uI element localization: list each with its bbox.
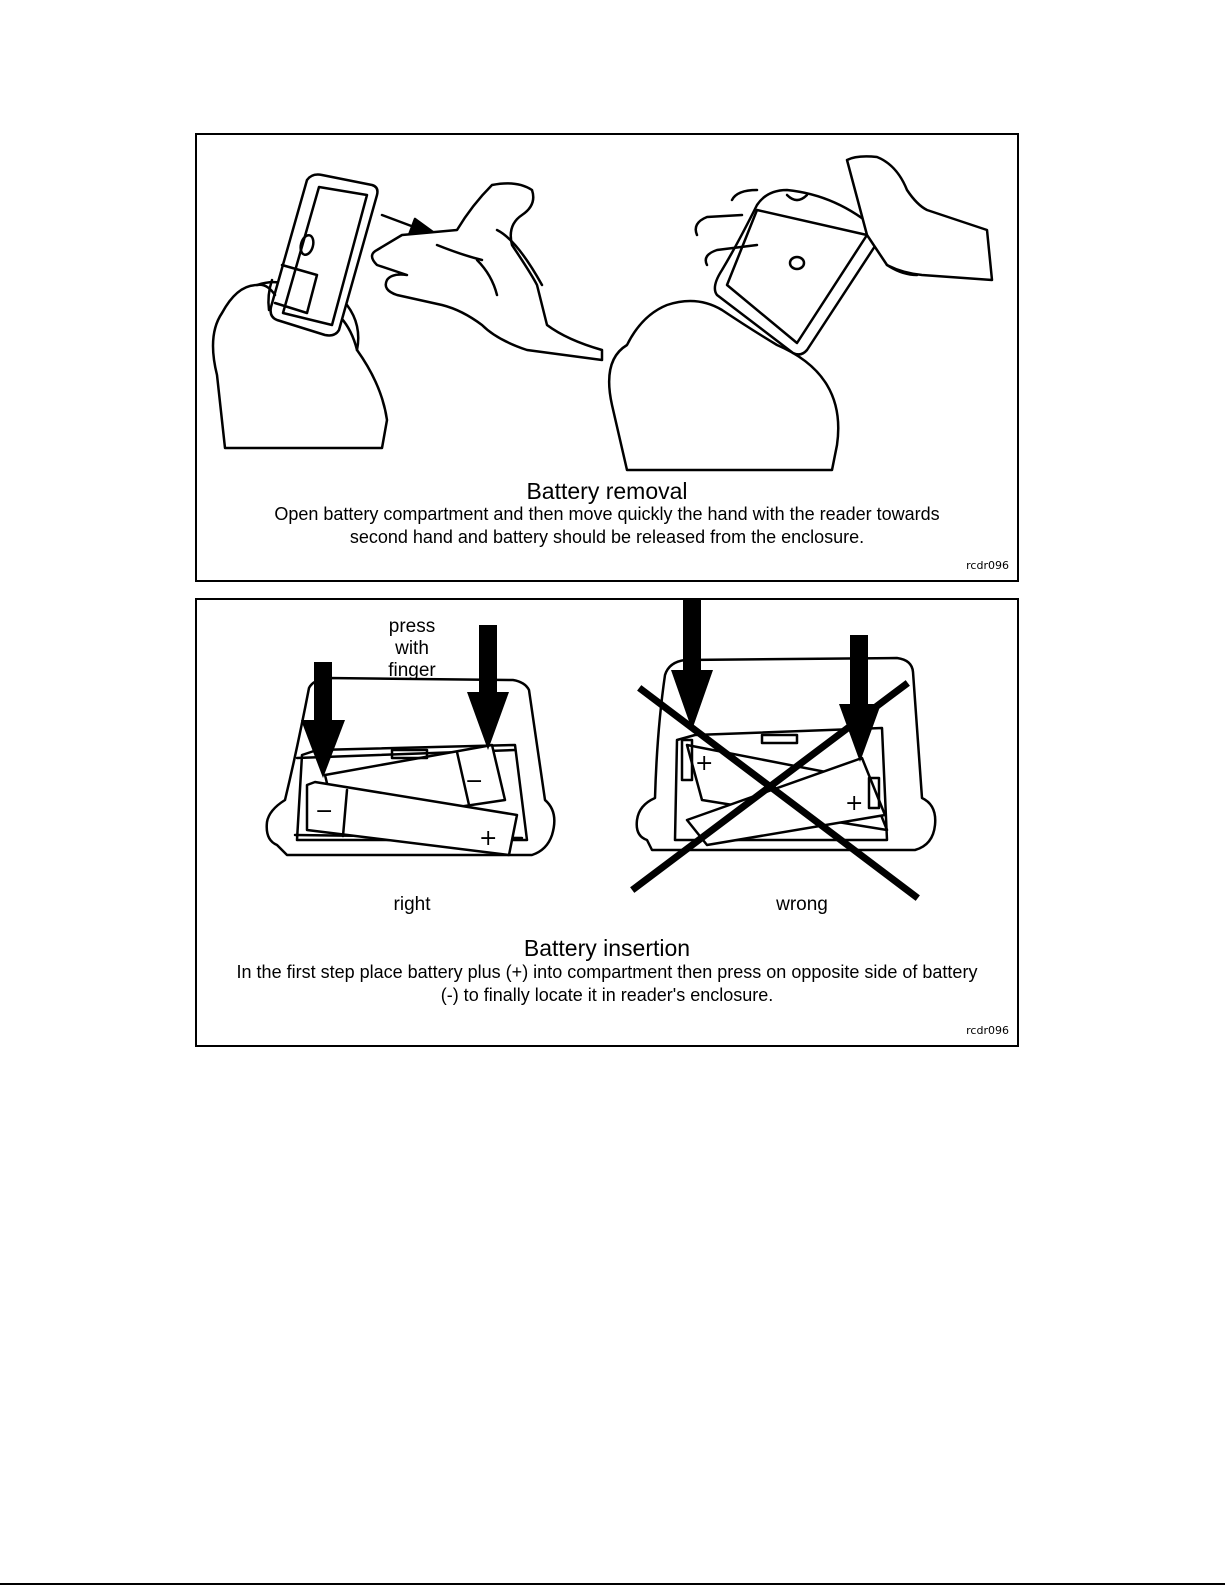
removal-desc-line1: Open battery compartment and then move quickly the hand with the reader towards xyxy=(274,504,940,524)
insertion-desc-line2: (-) to finally locate it in reader's enclosure. xyxy=(440,985,774,1005)
press-label-line1: press xyxy=(388,616,436,637)
minus-sign-right-2: − xyxy=(465,769,484,794)
battery-insertion-panel xyxy=(195,598,1019,1047)
removal-title-text: Battery removal xyxy=(526,478,688,504)
insertion-title: Battery insertion xyxy=(523,935,691,961)
press-label-line2: with xyxy=(395,638,429,659)
plus-sign-right: + xyxy=(479,826,498,851)
insertion-desc-line1: In the first step place battery plus (+) into compartment then press on opposite side of battery xyxy=(236,962,978,982)
plus-sign-wrong-1: + xyxy=(695,751,714,776)
press-label-line3: finger xyxy=(388,660,436,681)
insertion-figure-code: rcdr096 xyxy=(966,1024,1009,1037)
right-compartment xyxy=(267,678,555,855)
plus-sign-wrong-2: + xyxy=(845,791,864,816)
minus-sign-right-1: − xyxy=(315,799,334,824)
hand-holding-reader-left xyxy=(213,175,387,448)
battery-removal-panel xyxy=(195,133,1019,582)
right-label: right xyxy=(393,894,431,915)
removal-figure-code: rcdr096 xyxy=(966,559,1009,572)
wrong-label: wrong xyxy=(776,894,828,915)
removal-desc-line2: second hand and battery should be released from the enclosure. xyxy=(349,527,865,547)
open-hand-left xyxy=(372,183,602,360)
hand-holding-reader-right xyxy=(609,190,880,470)
